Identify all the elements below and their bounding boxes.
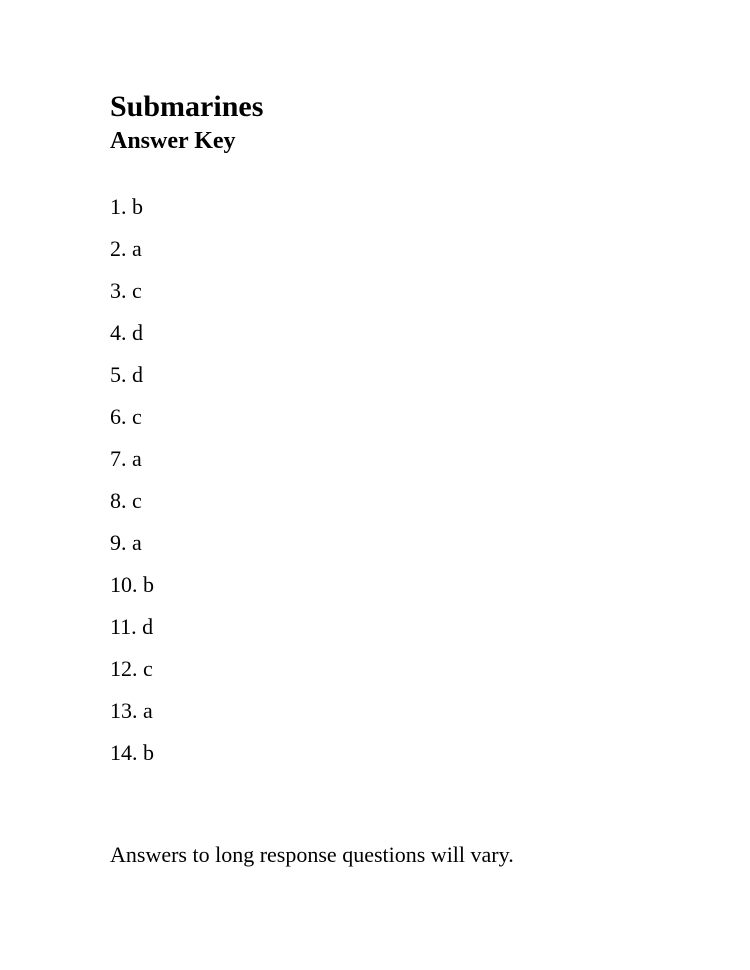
answer-item: 5. d — [110, 362, 143, 387]
answer-item: 2. a — [110, 236, 142, 261]
answer-item: 7. a — [110, 446, 142, 471]
answer-list — [110, 186, 154, 774]
answer-item: 10. b — [110, 572, 154, 597]
page-subtitle: Answer Key — [110, 128, 236, 154]
answer-item: 4. d — [110, 320, 143, 345]
answer-item: 1. b — [110, 194, 143, 219]
answer-item: 9. a — [110, 530, 142, 555]
answer-item: 13. a — [110, 698, 153, 723]
page-title: Submarines — [110, 90, 264, 123]
answer-item: 8. c — [110, 488, 142, 513]
long-response-note: Answers to long response questions will vary. — [110, 842, 514, 867]
answer-item: 14. b — [110, 740, 154, 765]
answer-item: 3. c — [110, 278, 142, 303]
answer-item: 6. c — [110, 404, 142, 429]
answer-item: 11. d — [110, 614, 154, 639]
answer-item: 12. c — [110, 656, 153, 681]
